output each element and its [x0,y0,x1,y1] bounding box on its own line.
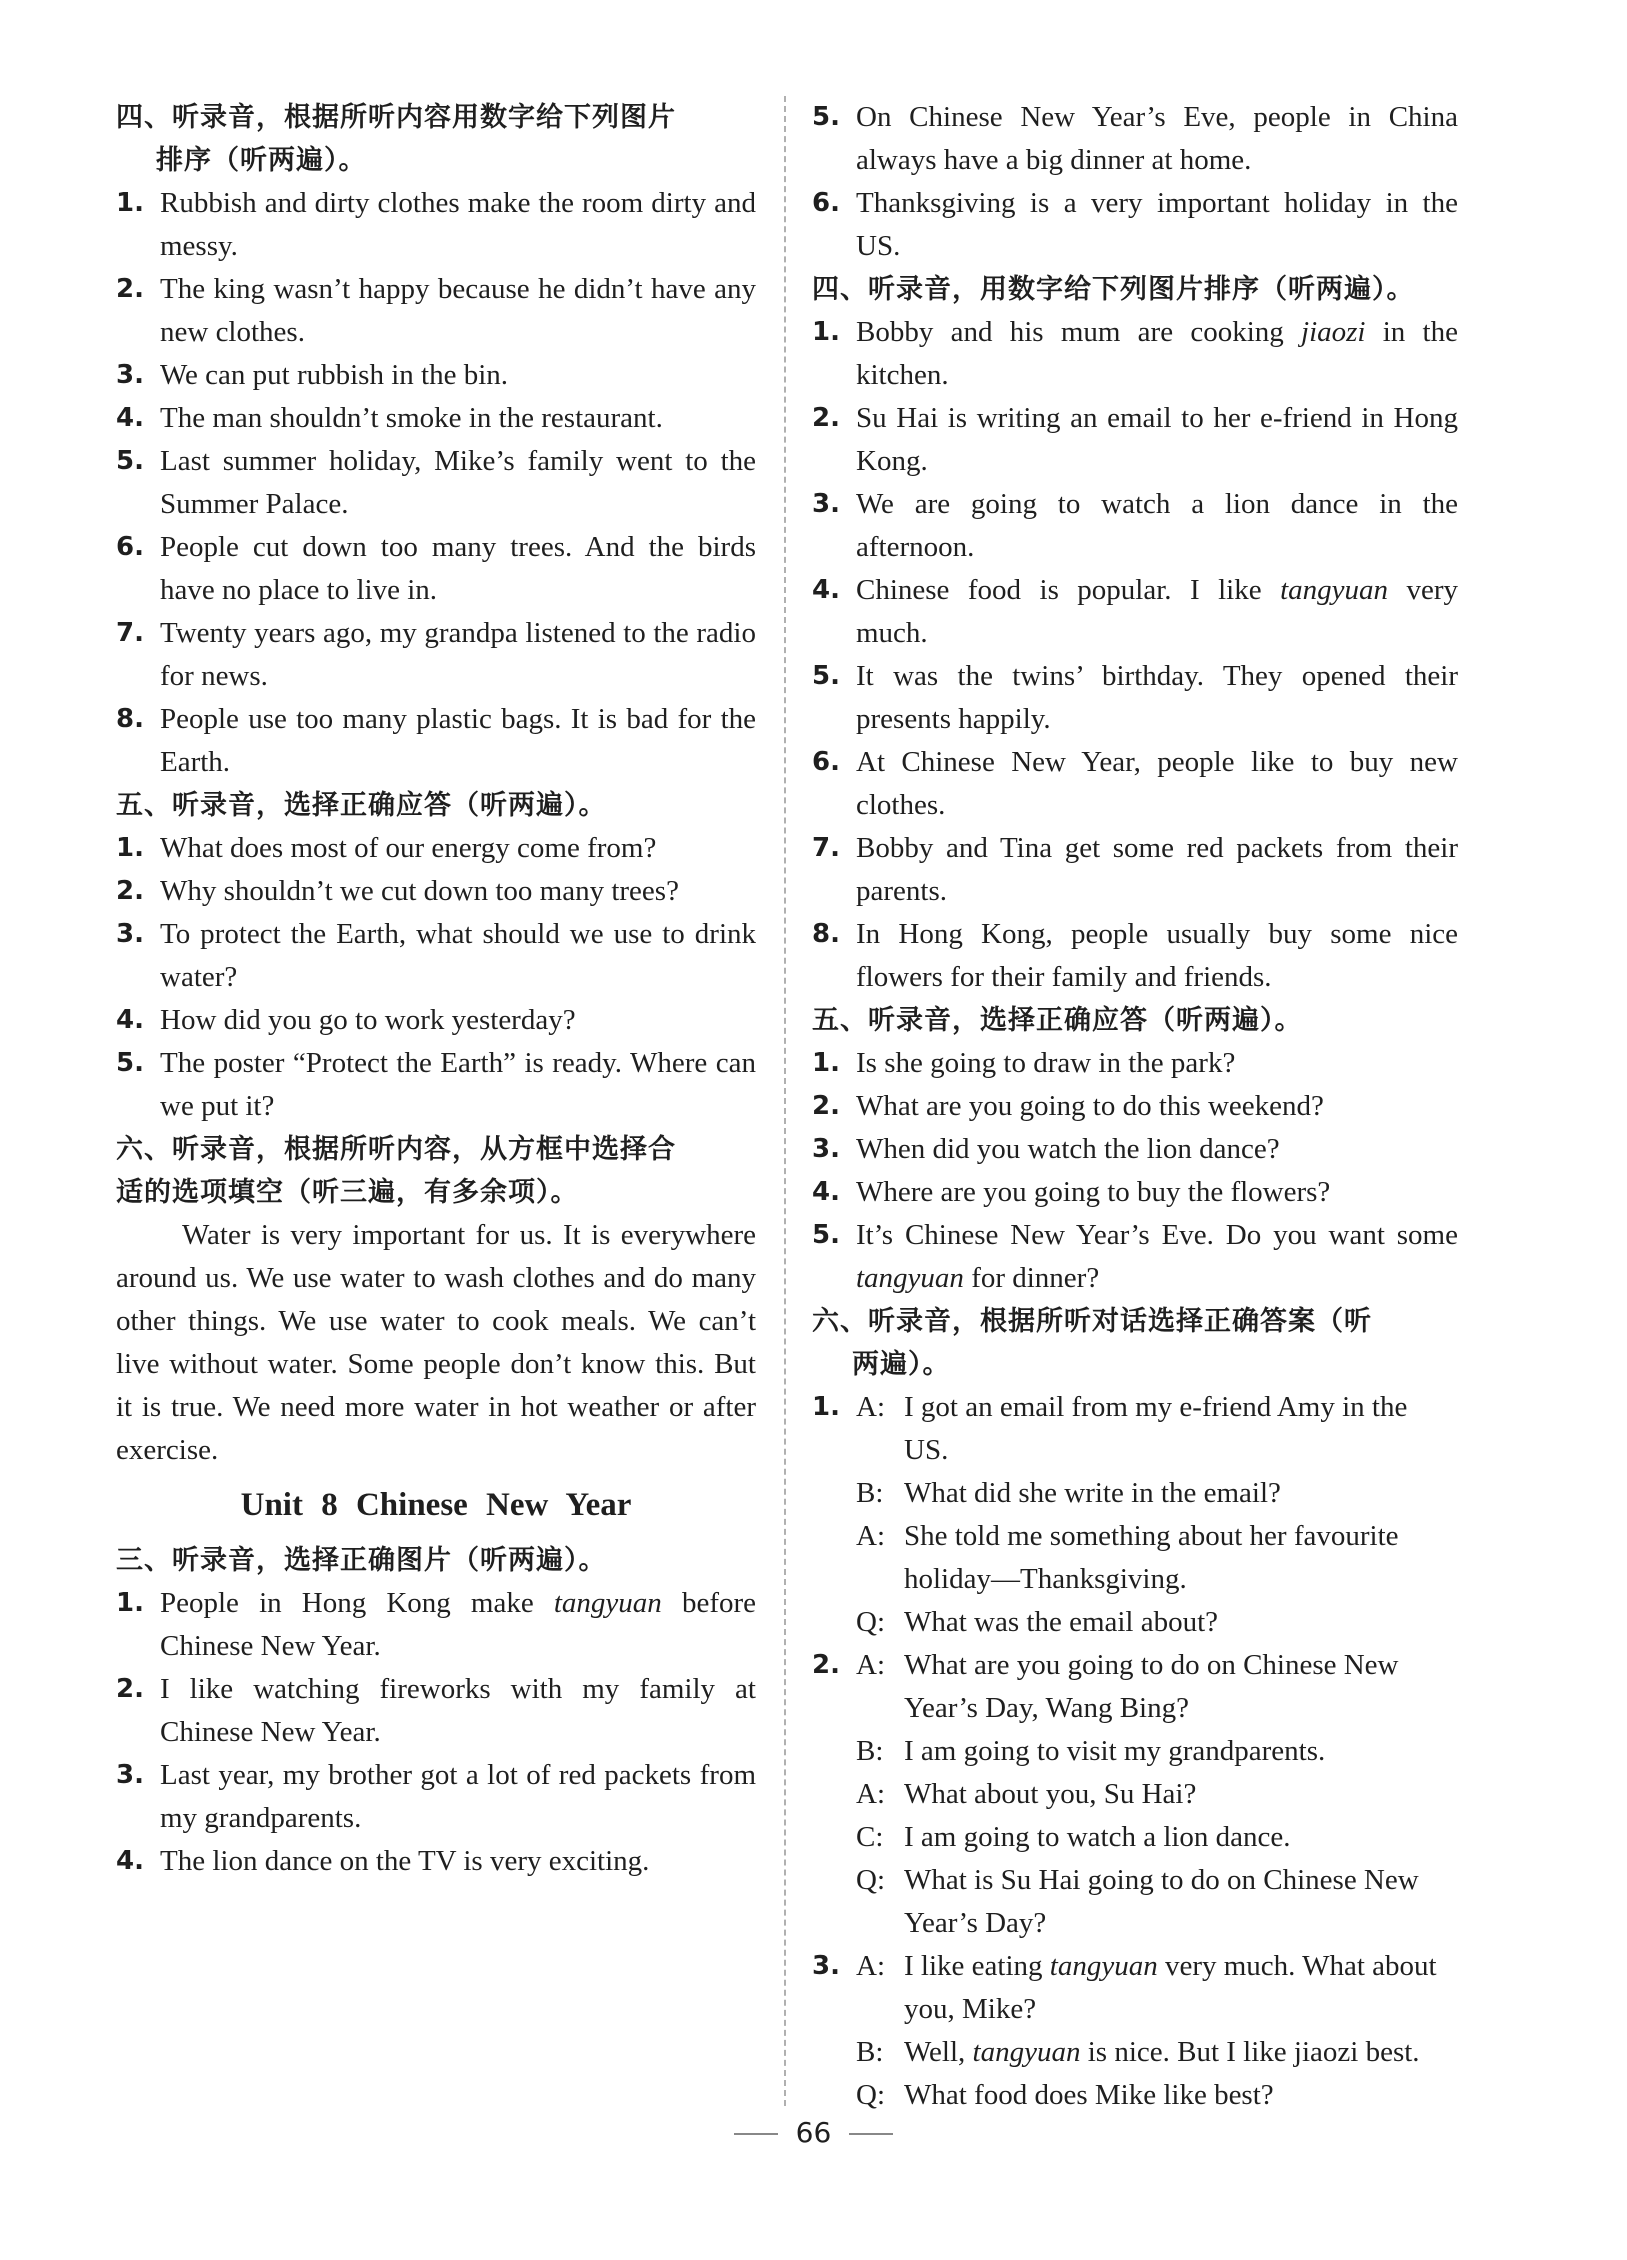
right-column [812,96,1458,2117]
list-item [116,440,756,526]
speaker-label: C: [856,1821,884,1853]
item-text: The king wasn’t happy because he didn’t have any new clothes. [160,273,756,348]
list-item [116,612,756,698]
item-text: Twenty years ago, my grandpa listened to the radio for news. [160,617,756,692]
list-item [812,569,1458,655]
item-number: 5. [812,1220,840,1250]
dialog-block [812,1386,1458,1644]
speaker-label: A: [856,1778,885,1810]
section-title: 四、听录音，用数字给下列图片排序（听两遍）。 [812,274,1415,305]
item-text: in the kitchen. [856,316,1458,391]
list-item [812,1042,1458,1085]
item-number: 2. [116,1674,144,1704]
page-number [0,2116,1627,2149]
list-item [116,397,756,440]
page-number-rule [734,2133,778,2135]
list-item [116,870,756,913]
dialog-number: 3. [812,1951,840,1981]
dialog-block [812,1644,1458,1945]
section-title: 五、听录音，选择正确应答（听两遍）。 [116,790,607,821]
speaker-label: A: [856,1391,885,1423]
list-item [116,1042,756,1128]
list-item [812,1171,1458,1214]
item-number: 7. [116,618,144,648]
list-item [812,913,1458,999]
item-number: 8. [116,704,144,734]
column-divider [784,96,786,2106]
dialog-list [812,1386,1458,2117]
section-title-line: 四、听录音，根据所听内容用数字给下列图片 [116,102,676,133]
dialog-text: What is Su Hai going to do on Chinese New Year’s Day? [904,1864,1419,1939]
dialog-line [812,2031,1458,2074]
item-number: 6. [116,532,144,562]
dialog-text: I am going to visit my grandparents. [904,1735,1326,1767]
item-number: 2. [812,403,840,433]
item-number: 3. [812,489,840,519]
item-text: How did you go to work yesterday? [160,1004,576,1036]
dialog-line [812,1730,1458,1773]
list-item [812,182,1458,268]
item-number: 6. [812,747,840,777]
dialog-text: What food does Mike like best? [904,2079,1274,2111]
item-number: 5. [812,661,840,691]
section-title-line: 适的选项填空（听三遍，有多余项）。 [116,1177,579,1208]
item-number: 3. [116,919,144,949]
list-item [116,1840,756,1883]
item-list [116,827,756,1128]
item-text: Rubbish and dirty clothes make the room dirty and messy. [160,187,756,262]
item-text: Why shouldn’t we cut down too many trees? [160,875,679,907]
item-number: 5. [116,446,144,476]
item-text: Bobby and Tina get some red packets from their parents. [856,832,1458,907]
list-item [116,354,756,397]
item-text: I like watching fireworks with my family at Chinese New Year. [160,1673,756,1748]
list-item [812,96,1458,182]
dialog-line [812,1472,1458,1515]
speaker-label: B: [856,1735,884,1767]
dialog-line [812,1515,1458,1601]
item-number: 6. [812,188,840,218]
item-text: Thanksgiving is a very important holiday in the US. [856,187,1458,262]
list-item [116,698,756,784]
dialog-number: 1. [812,1392,840,1422]
item-number: 3. [812,1134,840,1164]
list-item [116,913,756,999]
item-number: 2. [116,876,144,906]
dialog-number: 2. [812,1650,840,1680]
item-text: People in Hong Kong make [160,1587,554,1619]
item-text: It was the twins’ birthday. They opened their presents happily. [856,660,1458,735]
item-text: At Chinese New Year, people like to buy new clothes. [856,746,1458,821]
dialog-italic-word: tangyuan [1049,1950,1158,1982]
list-item [812,741,1458,827]
section-title [116,96,756,182]
item-text: Bobby and his mum are cooking [856,316,1302,348]
item-italic-word: tangyuan [553,1587,662,1619]
list-item [812,1085,1458,1128]
item-number: 2. [116,274,144,304]
list-item [812,311,1458,397]
item-text: Last summer holiday, Mike’s family went to the Summer Palace. [160,445,756,520]
item-text: People use too many plastic bags. It is bad for the Earth. [160,703,756,778]
section-title [116,1128,756,1214]
dialog-text: What was the email about? [904,1606,1219,1638]
dialog-text: What did she write in the email? [904,1477,1281,1509]
list-item [812,655,1458,741]
speaker-label: B: [856,2036,884,2068]
dialog-line [812,1601,1458,1644]
speaker-label: A: [856,1649,885,1681]
list-item [116,999,756,1042]
list-item [116,1582,756,1668]
item-text: very much. [856,574,1459,649]
item-text: What does most of our energy come from? [160,832,657,864]
speaker-label: Q: [856,2079,885,2111]
dialog-italic-word: tangyuan [972,2036,1081,2068]
item-text: Chinese food is popular. I like [856,574,1281,606]
item-list [116,1582,756,1883]
item-text: The lion dance on the TV is very exciting. [160,1845,650,1877]
item-text: We can put rubbish in the bin. [160,359,509,391]
dialog-text: very much. What about you, Mike? [904,1950,1437,2025]
list-item [116,1754,756,1840]
dialog-line [812,1386,1458,1472]
item-italic-word: tangyuan [856,1262,964,1294]
dialog-text: is nice. But I like jiaozi best. [1080,2036,1420,2068]
item-italic-word: tangyuan [1280,574,1389,606]
item-number: 1. [812,317,840,347]
dialog-line [812,1816,1458,1859]
list-item [116,1668,756,1754]
section-title-line: 排序（听两遍）。 [156,145,367,176]
list-item [116,526,756,612]
item-list [812,96,1458,268]
section-title-line: 六、听录音，根据所听内容，从方框中选择合 [116,1134,676,1165]
item-number: 5. [812,102,840,132]
dialog-text: She told me something about her favourite holiday—Thanksgiving. [904,1520,1399,1595]
item-text: Su Hai is writing an email to her e-friend in Hong Kong. [856,402,1458,477]
page-number-rule [849,2133,893,2135]
dialog-line [812,2074,1458,2117]
item-number: 1. [116,188,144,218]
dialog-text: Well, [904,2036,973,2068]
list-item [116,827,756,870]
speaker-label: Q: [856,1864,885,1896]
item-text: What are you going to do this weekend? [856,1090,1324,1122]
item-text: People cut down too many trees. And the birds have no place to live in. [160,531,756,606]
dialog-line [812,1644,1458,1730]
section-title: 三、听录音，选择正确图片（听两遍）。 [116,1545,607,1576]
item-italic-word: jiaozi [1301,316,1366,348]
list-item [116,268,756,354]
item-text: Where are you going to buy the flowers? [856,1176,1331,1208]
section-title [812,1300,1458,1386]
section-title-line: 六、听录音，根据所听对话选择正确答案（听 [812,1306,1372,1337]
item-number: 1. [116,1588,144,1618]
speaker-label: A: [856,1520,885,1552]
item-list [116,182,756,784]
item-text: In Hong Kong, people usually buy some nice flowers for their family and friends. [856,918,1458,993]
item-text: It’s Chinese New Year’s Eve. Do you want some [856,1219,1458,1251]
item-text: We are going to watch a lion dance in the afternoon. [856,488,1458,563]
item-number: 5. [116,1048,144,1078]
left-column [116,96,756,1883]
dialog-line [812,1859,1458,1945]
item-number: 4. [116,403,144,433]
section-title: 五、听录音，选择正确应答（听两遍）。 [812,1005,1303,1036]
item-text: before Chinese New Year. [160,1587,757,1662]
item-text: The poster “Protect the Earth” is ready. Where can we put it? [160,1047,756,1122]
dialog-text: What are you going to do on Chinese New Year’s Day, Wang Bing? [904,1649,1399,1724]
item-number: 1. [116,833,144,863]
list-item [812,1214,1458,1300]
item-number: 2. [812,1091,840,1121]
list-item [812,827,1458,913]
item-text: The man shouldn’t smoke in the restaurant. [160,402,663,434]
item-number: 7. [812,833,840,863]
unit-title: Unit 8 Chinese New Year [240,1487,632,1523]
item-text: When did you watch the lion dance? [856,1133,1280,1165]
item-number: 4. [812,575,840,605]
dialog-text: I am going to watch a lion dance. [904,1821,1291,1853]
dialog-block [812,1945,1458,2117]
item-number: 3. [116,1760,144,1790]
dialog-text: I like eating [904,1950,1050,1982]
item-list [812,311,1458,999]
item-list [812,1042,1458,1300]
page-number-text: 66 [795,2116,832,2149]
item-number: 8. [812,919,840,949]
item-text: On Chinese New Year’s Eve, people in China always have a big dinner at home. [856,101,1458,176]
item-text: To protect the Earth, what should we use to drink water? [160,918,756,993]
list-item [812,483,1458,569]
speaker-label: B: [856,1477,884,1509]
item-number: 4. [812,1177,840,1207]
passage-text: Water is very important for us. It is everywhere around us. We use water to wash clothes and do many other things. We use water to cook meals. We can’t live without water. Some people don’t know this. But it is true. We need more water in hot weather or after exercise. [116,1219,756,1466]
dialog-text: I got an email from my e-friend Amy in the US. [904,1391,1408,1466]
item-text: Is she going to draw in the park? [856,1047,1236,1079]
item-number: 3. [116,360,144,390]
list-item [116,182,756,268]
item-text: for dinner? [963,1262,1100,1294]
speaker-label: Q: [856,1606,885,1638]
item-number: 1. [812,1048,840,1078]
list-item [812,1128,1458,1171]
passage [116,1214,756,1472]
dialog-text: What about you, Su Hai? [904,1778,1197,1810]
dialog-line [812,1773,1458,1816]
item-number: 4. [116,1005,144,1035]
item-text: Last year, my brother got a lot of red packets from my grandparents. [160,1759,756,1834]
section-title-line: 两遍）。 [852,1349,951,1380]
dialog-line [812,1945,1458,2031]
list-item [812,397,1458,483]
speaker-label: A: [856,1950,885,1982]
item-number: 4. [116,1846,144,1876]
